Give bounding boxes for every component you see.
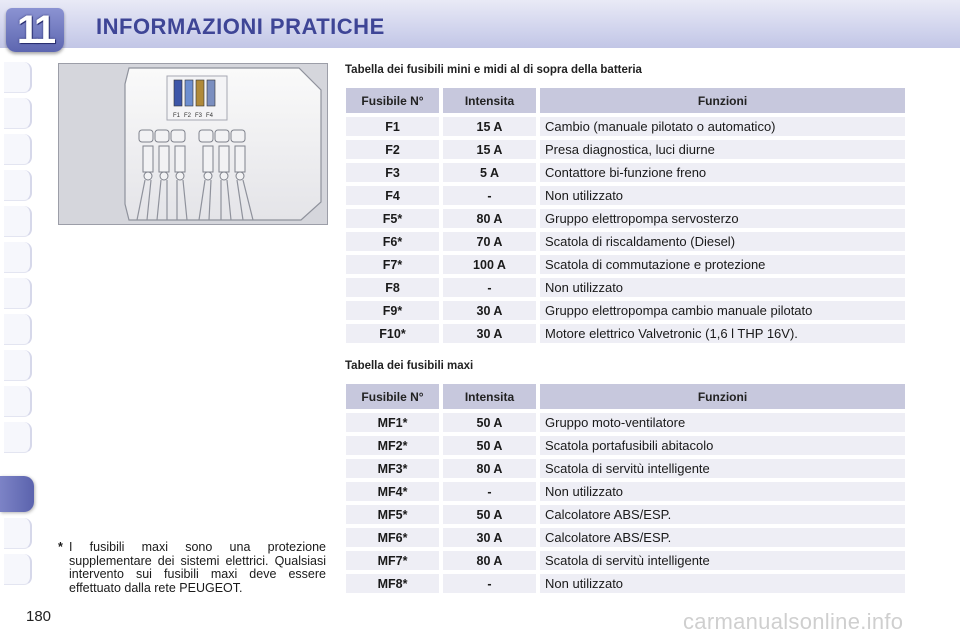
cell-amperage: 100 A	[443, 255, 536, 274]
cell-function: Scatola di commutazione e protezione	[540, 255, 905, 274]
cell-fuse-number: MF2*	[346, 436, 439, 455]
cell-amperage: 30 A	[443, 324, 536, 343]
cell-fuse-number: MF1*	[346, 413, 439, 432]
cell-amperage: -	[443, 186, 536, 205]
cell-amperage: 70 A	[443, 232, 536, 251]
column-header-amperage: Intensita	[443, 384, 536, 409]
fuse-f3	[196, 80, 204, 106]
cell-function: Gruppo moto-ventilatore	[540, 413, 905, 432]
table-row	[346, 278, 905, 297]
cell-amperage: 80 A	[443, 209, 536, 228]
chapter-tab[interactable]	[4, 314, 32, 345]
footnote	[58, 541, 326, 595]
fuse-table-maxi	[342, 380, 909, 597]
cell-function: Gruppo elettropompa servosterzo	[540, 209, 905, 228]
cell-function: Non utilizzato	[540, 482, 905, 501]
cell-fuse-number: MF3*	[346, 459, 439, 478]
cell-amperage: 50 A	[443, 436, 536, 455]
fuse-box-drawing	[59, 64, 327, 224]
cell-function: Gruppo elettropompa cambio manuale pilotato	[540, 301, 905, 320]
chapter-tab[interactable]	[4, 518, 32, 549]
chapter-tab[interactable]	[4, 134, 32, 165]
cell-fuse-number: MF7*	[346, 551, 439, 570]
cell-function: Motore elettrico Valvetronic (1,6 l THP 16V).	[540, 324, 905, 343]
fuse-table-mini-midi	[342, 84, 909, 347]
fuse-label-f3: F3	[195, 113, 203, 119]
table-body	[346, 117, 905, 343]
cell-fuse-number: F6*	[346, 232, 439, 251]
table-row	[346, 186, 905, 205]
cell-amperage: 50 A	[443, 505, 536, 524]
column-header-functions: Funzioni	[540, 88, 905, 113]
cell-fuse-number: MF8*	[346, 574, 439, 593]
table-row	[346, 232, 905, 251]
cell-amperage: -	[443, 574, 536, 593]
chapter-tab[interactable]	[4, 170, 32, 201]
page-title: INFORMAZIONI PRATICHE	[96, 14, 385, 39]
table-row	[346, 528, 905, 547]
table-row	[346, 459, 905, 478]
cell-function: Calcolatore ABS/ESP.	[540, 528, 905, 547]
fuse-f4	[207, 80, 215, 106]
cell-function: Non utilizzato	[540, 186, 905, 205]
cell-fuse-number: F8	[346, 278, 439, 297]
table-row	[346, 117, 905, 136]
table-row	[346, 324, 905, 343]
table-row	[346, 301, 905, 320]
cell-fuse-number: F7*	[346, 255, 439, 274]
fuse-label-f2: F2	[184, 113, 192, 119]
table-row	[346, 140, 905, 159]
column-header-fuse-number: Fusibile N°	[346, 384, 439, 409]
fuse-label-f1: F1	[173, 113, 181, 119]
table-row	[346, 163, 905, 182]
footnote-text: I fusibili maxi sono una protezione supplementare dei sistemi elettrici. Qualsiasi intervento sui fusibili maxi deve essere effettuato dalla rete PEUGEOT.	[69, 540, 326, 595]
cell-amperage: 80 A	[443, 551, 536, 570]
chapter-tab[interactable]	[4, 350, 32, 381]
table-row	[346, 482, 905, 501]
chapter-tab-strip	[0, 62, 32, 582]
fuse-f2	[185, 80, 193, 106]
cell-function: Scatola di servitù intelligente	[540, 459, 905, 478]
column-header-fuse-number: Fusibile N°	[346, 88, 439, 113]
chapter-tab[interactable]	[4, 554, 32, 585]
page-number: 180	[26, 608, 52, 625]
cell-fuse-number: F4	[346, 186, 439, 205]
cell-function: Cambio (manuale pilotato o automatico)	[540, 117, 905, 136]
fuse-label-f4: F4	[206, 113, 214, 119]
cell-function: Scatola di servitù intelligente	[540, 551, 905, 570]
chapter-tab[interactable]	[4, 242, 32, 273]
chapter-badge: 11	[6, 8, 64, 52]
fuse-box-illustration	[58, 63, 328, 225]
table-maxi-title: Tabella dei fusibili maxi	[345, 360, 474, 372]
chapter-tab[interactable]	[4, 386, 32, 417]
cell-function: Contattore bi-funzione freno	[540, 163, 905, 182]
cell-amperage: 30 A	[443, 301, 536, 320]
chapter-tab[interactable]	[4, 422, 32, 453]
column-header-functions: Funzioni	[540, 384, 905, 409]
table-row	[346, 505, 905, 524]
cell-function: Presa diagnostica, luci diurne	[540, 140, 905, 159]
cell-amperage: -	[443, 278, 536, 297]
chapter-tab[interactable]	[4, 98, 32, 129]
fuse-f1	[174, 80, 182, 106]
footnote-marker: *	[58, 540, 63, 554]
table-mini-midi-title: Tabella dei fusibili mini e midi al di sopra della batteria	[345, 64, 642, 76]
table-row	[346, 436, 905, 455]
table-header-row	[346, 384, 905, 409]
cell-function: Calcolatore ABS/ESP.	[540, 505, 905, 524]
cell-amperage: 50 A	[443, 413, 536, 432]
cell-amperage: 15 A	[443, 117, 536, 136]
table-body	[346, 413, 905, 593]
cell-amperage: 80 A	[443, 459, 536, 478]
table-row	[346, 255, 905, 274]
cell-fuse-number: F10*	[346, 324, 439, 343]
watermark-text: carmanualsonline.info	[683, 609, 904, 634]
cell-fuse-number: MF5*	[346, 505, 439, 524]
cell-function: Non utilizzato	[540, 278, 905, 297]
cell-function: Scatola di riscaldamento (Diesel)	[540, 232, 905, 251]
cell-amperage: 15 A	[443, 140, 536, 159]
cell-amperage: -	[443, 482, 536, 501]
chapter-tab[interactable]	[4, 206, 32, 237]
cell-function: Non utilizzato	[540, 574, 905, 593]
cell-fuse-number: MF6*	[346, 528, 439, 547]
table-row	[346, 413, 905, 432]
chapter-tab[interactable]	[4, 278, 32, 309]
cell-amperage: 30 A	[443, 528, 536, 547]
cell-fuse-number: MF4*	[346, 482, 439, 501]
table-row	[346, 574, 905, 593]
cell-fuse-number: F5*	[346, 209, 439, 228]
chapter-tab-active[interactable]	[0, 476, 34, 512]
cell-fuse-number: F1	[346, 117, 439, 136]
cell-amperage: 5 A	[443, 163, 536, 182]
cell-fuse-number: F3	[346, 163, 439, 182]
chapter-tab[interactable]	[4, 62, 32, 93]
column-header-amperage: Intensita	[443, 88, 536, 113]
cell-function: Scatola portafusibili abitacolo	[540, 436, 905, 455]
table-row	[346, 209, 905, 228]
cell-fuse-number: F9*	[346, 301, 439, 320]
cell-fuse-number: F2	[346, 140, 439, 159]
table-header-row	[346, 88, 905, 113]
table-row	[346, 551, 905, 570]
